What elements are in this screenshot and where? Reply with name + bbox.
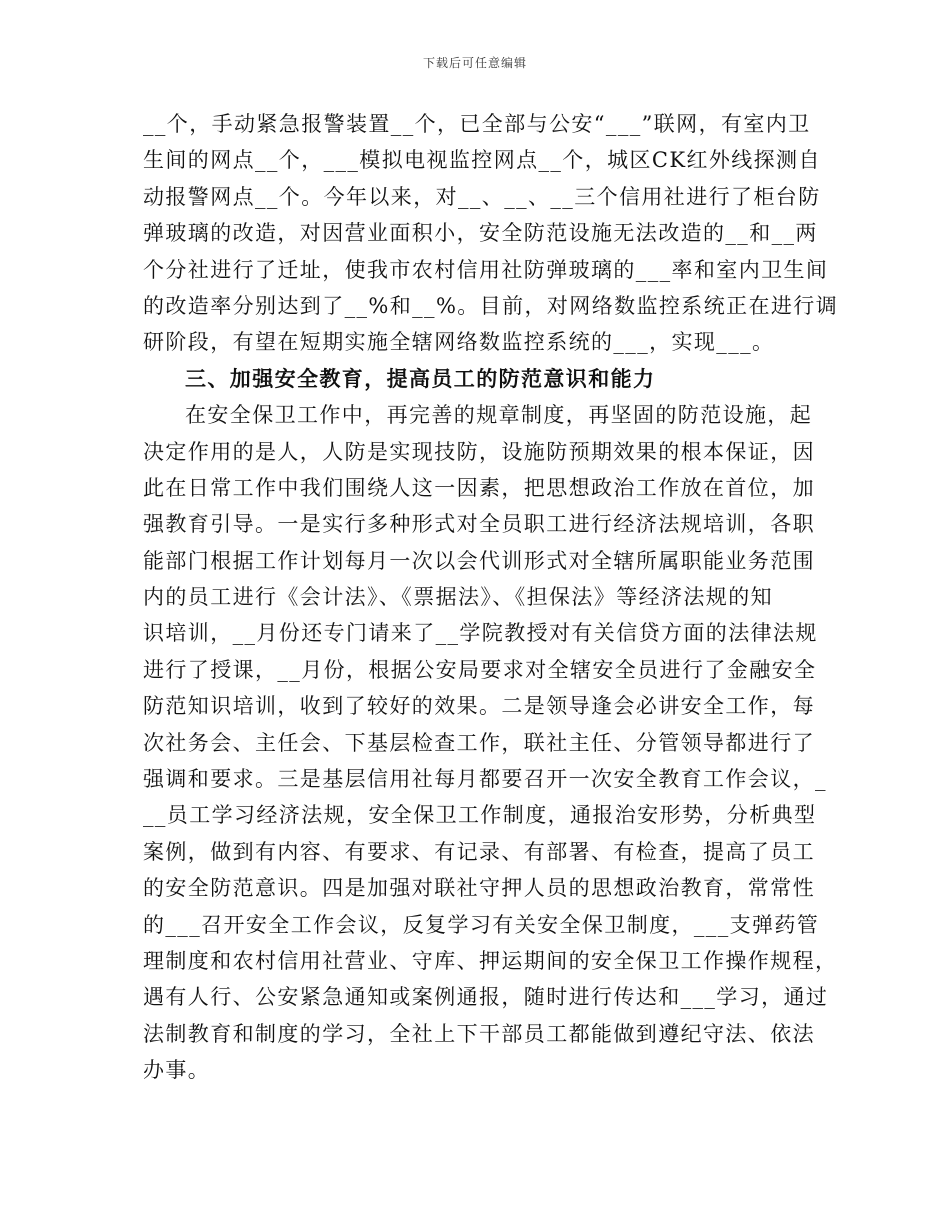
text-line: __个，手动紧急报警装置__个，已全部与公安“___”联网，有室内卫 bbox=[143, 112, 811, 136]
text-line: 决定作用的是人，人防是实现技防，设施防预期效果的根本保证，因 bbox=[143, 439, 815, 464]
text-line: 进行了授课，__月份，根据公安局要求对全辖安全员进行了金融安全 bbox=[143, 657, 817, 682]
text-line: __员工学习经济法规，安全保卫工作制度，通报治安形势，分析典型 bbox=[143, 803, 817, 828]
text-line: 研阶段，有望在短期实施全辖网络数监控系统的___，实现___。 bbox=[143, 330, 775, 355]
text-line: 此在日常工作中我们围绕人这一因素，把思想政治工作放在首位，加 bbox=[143, 475, 815, 500]
paragraph-2 bbox=[143, 397, 838, 1088]
text-line: 生间的网点__个，___模拟电视监控网点__个，城区CK红外线探测自 bbox=[143, 148, 821, 173]
text-line: 的改造率分别达到了__%和__%。目前，对网络数监控系统正在进行调 bbox=[143, 293, 839, 318]
text-line: 防范知识培训，收到了较好的效果。二是领导逢会必讲安全工作，每 bbox=[143, 694, 815, 719]
text-line: 的安全防范意识。四是加强对联社守押人员的思想政治教育，常常性 bbox=[143, 876, 815, 901]
paragraph-1 bbox=[143, 106, 839, 361]
text-line: 遇有人行、公安紧急通知或案例通报，随时进行传达和___学习，通过 bbox=[143, 985, 829, 1010]
text-line: 理制度和农村信用社营业、守库、押运期间的安全保卫工作操作规程， bbox=[143, 948, 838, 973]
text-line: 案例，做到有内容、有要求、有记录、有部署、有检查，提高了员工 bbox=[143, 839, 815, 864]
text-line: 个分社进行了迁址，使我市农村信用社防弹玻璃的___率和室内卫生间 bbox=[143, 257, 829, 282]
text-line: 弹玻璃的改造，对因营业面积小，安全防范设施无法改造的__和__两 bbox=[143, 221, 818, 246]
text-line: 内的员工进行《会计法》、《票据法》、《担保法》等经济法规的知 bbox=[143, 585, 773, 610]
text-line: 能部门根据工作计划每月一次以会代训形式对全辖所属职能业务范围 bbox=[143, 548, 815, 573]
text-line: 强调和要求。三是基层信用社每月都要召开一次安全教育工作会议，_ bbox=[143, 767, 827, 792]
section-heading: 三、加强安全教育，提高员工的防范意识和能力 bbox=[185, 365, 656, 391]
text-line: 次社务会、主任会、下基层检查工作，联社主任、分管领导都进行了 bbox=[143, 730, 815, 755]
text-line: 的___召开安全工作会议，反复学习有关安全保卫制度，___支弹药管 bbox=[143, 912, 820, 937]
text-line: 识培训，__月份还专门请来了__学院教授对有关信贷方面的法律法规 bbox=[143, 621, 818, 646]
text-line: 动报警网点__个。今年以来，对__、__、__三个信用社进行了柜台防 bbox=[143, 184, 821, 209]
text-line: 法制教育和制度的学习，全社上下干部员工都能做到遵纪守法、依法 bbox=[143, 1021, 815, 1046]
text-line: 在安全保卫工作中，再完善的规章制度，再坚固的防范设施，起 bbox=[185, 403, 813, 428]
text-line: 办事。 bbox=[143, 1058, 211, 1083]
document-body bbox=[143, 106, 839, 1089]
page-header: 下载后可任意编辑 bbox=[422, 56, 527, 70]
text-line: 强教育引导。一是实行多种形式对全员职工进行经济法规培训，各职 bbox=[143, 512, 815, 537]
